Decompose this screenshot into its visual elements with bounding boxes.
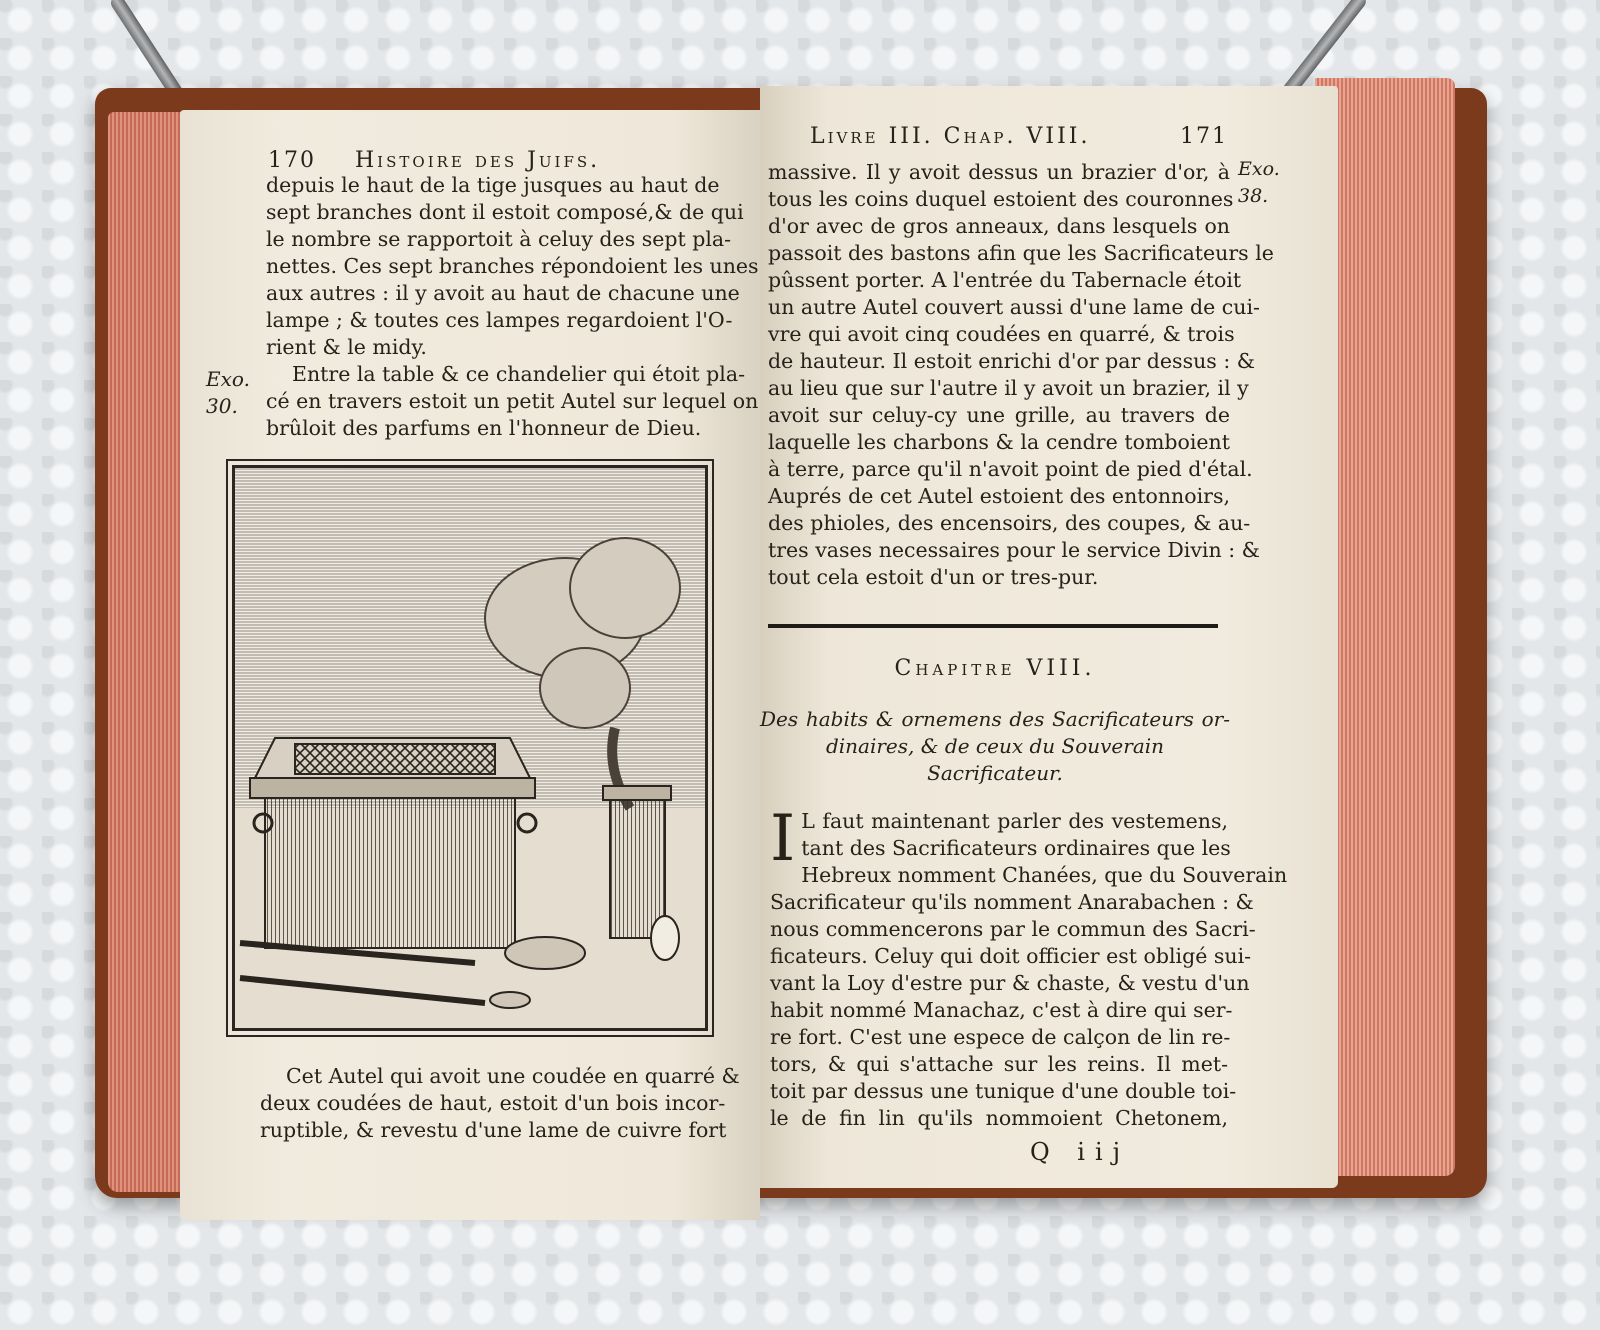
text-line: vant la Loy d'estre pur & chaste, & vestu d'un	[770, 971, 1250, 995]
chapter-title: Chapitre VIII.	[894, 656, 1096, 681]
text-line: lampe ; & toutes ces lampes regardoient l'O-	[266, 308, 733, 332]
text-line: re fort. C'est une espece de calçon de lin re-	[770, 1025, 1231, 1049]
chapter-subtitle: Des habits & ornemens des Sacrificateurs or- dinaires, & de ceux du Souverain Sacrificateur.	[760, 707, 1230, 785]
running-head: Histoire des Juifs.	[355, 148, 601, 173]
right-page	[760, 86, 1338, 1188]
text-line: au lieu que sur l'autre il y avoit un brazier, il y	[768, 376, 1249, 400]
text-line: avoit sur celuy-cy une grille, au travers de	[768, 403, 1230, 427]
text-line: massive. Il y avoit dessus un brazier d'or, à	[768, 160, 1230, 184]
text-line: vre qui avoit cinq coudées en quarré, & trois	[768, 322, 1235, 346]
text-line: d'or avec de gros anneaux, dans lesquels on	[768, 214, 1230, 238]
margin-reference: Exo. 30.	[206, 367, 250, 418]
text-line: Hebreux nomment Chanées, que du Souverain	[801, 863, 1288, 887]
altar-engraving	[232, 465, 708, 1031]
text-line: sept branches dont il estoit composé,& de qui	[266, 200, 744, 224]
left-page	[180, 110, 760, 1220]
text-line: ficateurs. Celuy qui doit officier est obligé sui-	[770, 944, 1252, 968]
text-line: tous les coins duquel estoient des couronnes	[768, 187, 1234, 211]
running-head: Livre III. Chap. VIII.	[810, 124, 1091, 149]
text-line: nettes. Ces sept branches répondoient les unes	[266, 254, 759, 278]
text-line: cé en travers estoit un petit Autel sur lequel on	[266, 389, 759, 413]
text-line: nous commencerons par le commun des Sacri-	[770, 917, 1256, 941]
text-line: le nombre se rapportoit à celuy des sept pla-	[266, 227, 732, 251]
text-line: à terre, parce qu'il n'avoit point de pied d'étal.	[768, 457, 1253, 481]
text-line: depuis le haut de la tige jusques au haut de	[266, 173, 720, 197]
text-line: rient & le midy.	[266, 335, 427, 359]
page-number: 170	[268, 148, 316, 173]
text-line: tors, & qui s'attache sur les reins. Il met-	[770, 1052, 1228, 1076]
page-number: 171	[1180, 124, 1228, 149]
text-line: le de fin lin qu'ils nommoient Chetonem,	[770, 1106, 1228, 1130]
margin-reference: Exo. 38.	[1238, 158, 1280, 207]
text-line: Cet Autel qui avoit une coudée en quarré &	[286, 1064, 740, 1088]
right-page-header	[760, 124, 1338, 154]
text-line: ruptible, & revestu d'une lame de cuivre fort	[260, 1118, 727, 1142]
text-line: Entre la table & ce chandelier qui étoit pla-	[292, 362, 746, 386]
text-line: aux autres : il y avoit au haut de chacune une	[266, 281, 740, 305]
text-line: pûssent porter. A l'entrée du Tabernacle étoit	[768, 268, 1242, 292]
drop-cap: I	[770, 802, 796, 876]
text-line: habit nommé Manachaz, c'est à dire qui ser-	[770, 998, 1233, 1022]
text-line: passoit des bastons afin que les Sacrificateurs le	[768, 241, 1274, 265]
text-line: de hauteur. Il estoit enrichi d'or par dessus : &	[768, 349, 1255, 373]
chapter-divider	[768, 624, 1218, 628]
text-line: tant des Sacrificateurs ordinaires que les	[801, 836, 1231, 860]
text-line: L faut maintenant parler des vestemens,	[801, 809, 1228, 833]
text-line: tres vases necessaires pour le service Divin : &	[768, 538, 1260, 562]
left-body-text	[266, 172, 759, 442]
text-line: Auprés de cet Autel estoient des entonnoirs,	[768, 484, 1230, 508]
chapter-body-text	[770, 802, 1288, 1132]
engraving-caption	[260, 1063, 740, 1144]
text-line: brûloit des parfums en l'honneur de Dieu.	[266, 416, 702, 440]
text-line: un autre Autel couvert aussi d'une lame de cui-	[768, 295, 1260, 319]
text-line: deux coudées de haut, estoit d'un bois incor-	[260, 1091, 726, 1115]
signature-mark: Q iij	[1030, 1138, 1131, 1166]
text-line: toit par dessus une tunique d'une double toi-	[770, 1079, 1237, 1103]
text-line: des phioles, des encensoirs, des coupes, & au-	[768, 511, 1251, 535]
text-line: Sacrificateur qu'ils nomment Anarabachen : &	[770, 890, 1254, 914]
text-line: laquelle les charbons & la cendre tomboient	[768, 430, 1230, 454]
text-line: tout cela estoit d'un or tres-pur.	[768, 565, 1099, 589]
